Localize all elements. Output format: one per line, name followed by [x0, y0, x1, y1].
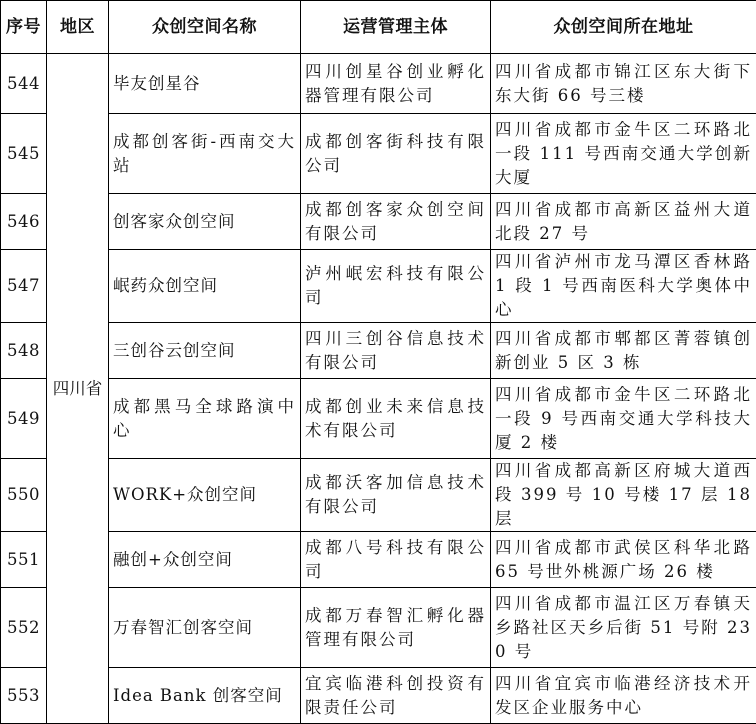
operator-cell: 泸州岷宏科技有限公司 — [301, 250, 491, 323]
address-cell: 四川省宜宾市临港经济技术开发区企业服务中心 — [491, 668, 756, 724]
address-cell: 四川省成都市温江区万春镇天乡路社区天乡后街 51 号附 230 号 — [491, 588, 756, 668]
seq-cell: 545 — [1, 114, 47, 194]
operator-cell: 宜宾临港科创投资有限责任公司 — [301, 668, 491, 724]
operator-cell: 成都创业未来信息技术有限公司 — [301, 379, 491, 459]
space-name-cell: 创客家众创空间 — [109, 194, 301, 250]
space-name-cell: 成都黑马全球路演中心 — [109, 379, 301, 459]
seq-cell: 546 — [1, 194, 47, 250]
table-row — [1, 323, 756, 379]
table-row — [1, 459, 756, 532]
operator-cell: 成都八号科技有限公司 — [301, 532, 491, 588]
header-region: 地区 — [47, 1, 109, 54]
header-address: 众创空间所在地址 — [491, 1, 756, 54]
seq-cell: 552 — [1, 588, 47, 668]
address-cell: 四川省泸州市龙马潭区香林路 1 段 1 号西南医科大学奥体中心 — [491, 250, 756, 323]
address-cell: 四川省成都市锦江区东大街下东大街 66 号三楼 — [491, 54, 756, 114]
table-row — [1, 54, 756, 114]
seq-cell: 549 — [1, 379, 47, 459]
region-cell: 四川省 — [47, 54, 109, 724]
space-name-cell: 成都创客街-西南交大站 — [109, 114, 301, 194]
operator-cell: 四川三创谷信息技术有限公司 — [301, 323, 491, 379]
address-cell: 四川省成都高新区府城大道西段 399 号 10 号楼 17 层 18 层 — [491, 459, 756, 532]
header-seq: 序号 — [1, 1, 47, 54]
header-row — [1, 1, 756, 54]
operator-cell: 成都万春智汇孵化器管理有限公司 — [301, 588, 491, 668]
space-name-cell: 万春智汇创客空间 — [109, 588, 301, 668]
table-row — [1, 250, 756, 323]
table-row — [1, 588, 756, 668]
space-name-cell: 岷药众创空间 — [109, 250, 301, 323]
header-name: 众创空间名称 — [109, 1, 301, 54]
space-name-cell: 毕友创星谷 — [109, 54, 301, 114]
table-row — [1, 668, 756, 724]
seq-cell: 553 — [1, 668, 47, 724]
operator-cell: 成都创客街科技有限公司 — [301, 114, 491, 194]
address-cell: 四川省成都市武侯区科华北路 65 号世外桃源广场 26 楼 — [491, 532, 756, 588]
space-name-cell: WORK+众创空间 — [109, 459, 301, 532]
space-name-cell: Idea Bank 创客空间 — [109, 668, 301, 724]
address-cell: 四川省成都市高新区益州大道北段 27 号 — [491, 194, 756, 250]
operator-cell: 成都沃客加信息技术有限公司 — [301, 459, 491, 532]
table-row — [1, 194, 756, 250]
space-name-cell: 融创+众创空间 — [109, 532, 301, 588]
seq-cell: 551 — [1, 532, 47, 588]
seq-cell: 547 — [1, 250, 47, 323]
table-row — [1, 379, 756, 459]
seq-cell: 550 — [1, 459, 47, 532]
operator-cell: 四川创星谷创业孵化器管理有限公司 — [301, 54, 491, 114]
table-row — [1, 532, 756, 588]
address-cell: 四川省成都市金牛区二环路北一段 9 号西南交通大学科技大厦 2 楼 — [491, 379, 756, 459]
header-operator: 运营管理主体 — [301, 1, 491, 54]
address-cell: 四川省成都市金牛区二环路北一段 111 号西南交通大学创新大厦 — [491, 114, 756, 194]
seq-cell: 548 — [1, 323, 47, 379]
table-row — [1, 114, 756, 194]
operator-cell: 成都创客家众创空间有限公司 — [301, 194, 491, 250]
address-cell: 四川省成都市郫都区菁蓉镇创新创业 5 区 3 栋 — [491, 323, 756, 379]
space-name-cell: 三创谷云创空间 — [109, 323, 301, 379]
seq-cell: 544 — [1, 54, 47, 114]
